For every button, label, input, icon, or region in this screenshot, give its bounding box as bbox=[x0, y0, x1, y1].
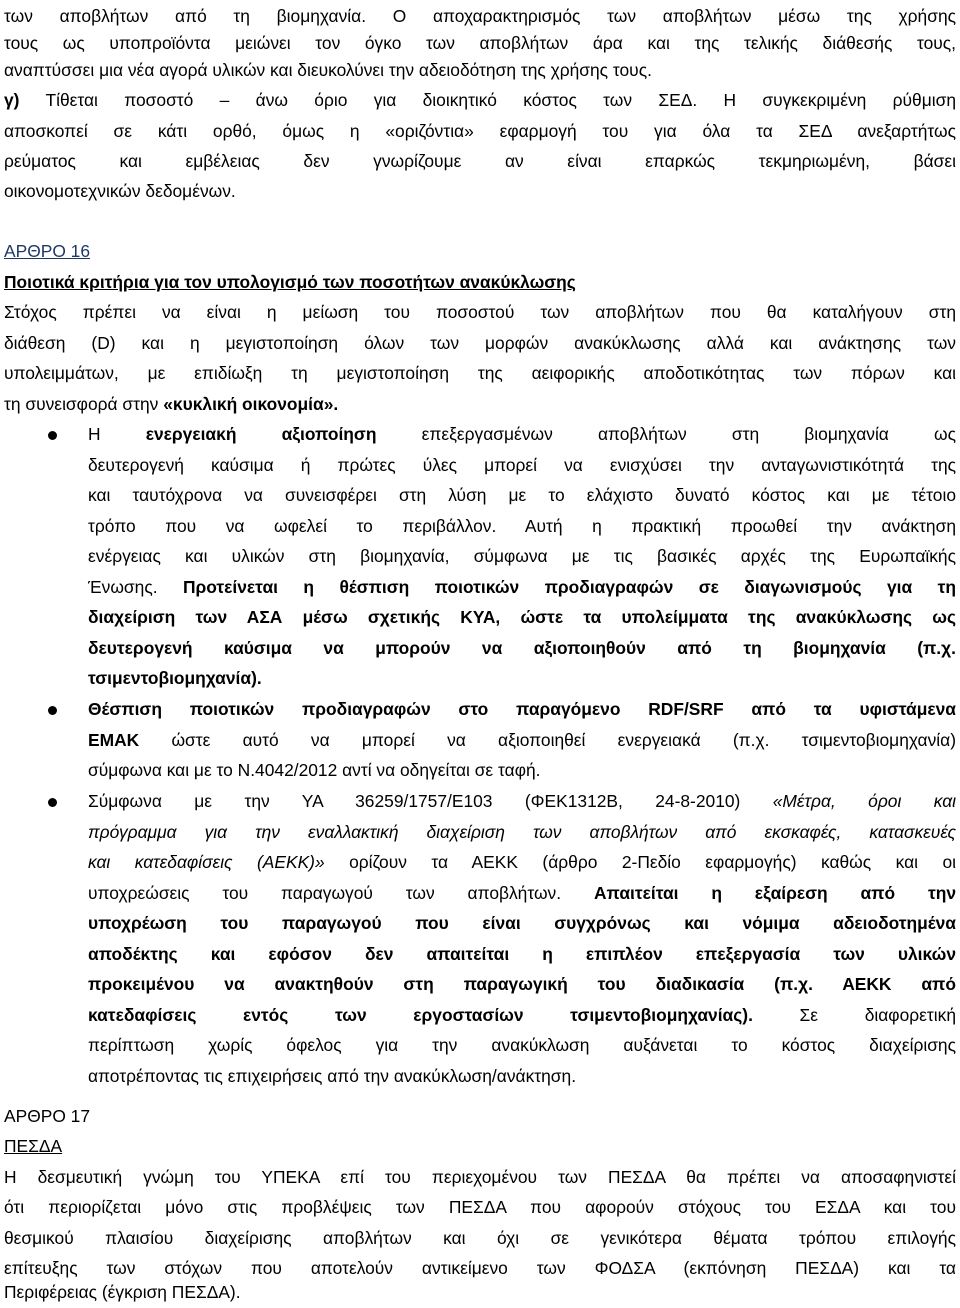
item-label: γ) bbox=[4, 90, 20, 110]
bullet-line: διαχείριση των ΑΣΑ μέσω σχετικής ΚΥΑ, ώστε τα υπολείμματα της ανακύκλωσης ως bbox=[88, 607, 956, 627]
text-line: αναπτύσσει μια νέα αγορά υλικών και διευκολύνει την αδειοδότηση της χρήσης τους. bbox=[4, 60, 652, 80]
text-span-italic: «Μέτρα, όροι και bbox=[772, 791, 956, 811]
bullet-icon bbox=[48, 431, 57, 440]
article-16-heading: ΑΡΘΡΟ 16 bbox=[4, 241, 91, 261]
text-line bbox=[4, 388, 956, 420]
bullet-line bbox=[88, 846, 956, 878]
text-line: θεσμικού πλαισίου διαχείρισης αποβλήτων και όχι σε γενικότερα θέματα τρόπου επιλογής bbox=[4, 1228, 956, 1248]
text-line: οικονομοτεχνικών δεδομένων. bbox=[4, 181, 236, 201]
bullet-line: ενέργειας και υλικών στη βιομηχανία, σύμφωνα με τις βασικές αρχές της Ευρωπαϊκής bbox=[88, 546, 956, 566]
text-span: επεξεργασμένων αποβλήτων στη βιομηχανία ως bbox=[376, 424, 956, 444]
text-line: αποσκοπεί σε κάτι ορθό, όμως η «οριζόντια» εφαρμογή του για όλα τα ΣΕΔ ανεξαρτήτως bbox=[4, 121, 956, 141]
text-span-bold: ενεργειακή αξιοποίηση bbox=[145, 424, 377, 444]
text-span: υποχρεώσεις του παραγωγού των αποβλήτων. bbox=[88, 883, 594, 903]
article-17-title: ΠΕΣΔΑ bbox=[4, 1136, 63, 1156]
text-span: Η bbox=[88, 424, 146, 444]
text-span-bold: κατεδαφίσεις εντός των εργοστασίων τσιμεντοβιομηχανίας). bbox=[88, 1005, 753, 1025]
text-line: επίτευξης των στόχων που αποτελούν αντικείμενο των ΦΟΔΣΑ (εκπόνηση ΠΕΣΔΑ) και τα bbox=[4, 1258, 956, 1278]
bullet-line bbox=[88, 877, 956, 909]
bullet-line: σύμφωνα και με το Ν.4042/2012 αντί να οδηγείται σε ταφή. bbox=[88, 760, 541, 780]
text-span: τη συνεισφορά στην bbox=[4, 394, 164, 414]
article-17-heading: ΑΡΘΡΟ 17 bbox=[4, 1106, 91, 1126]
text-span-bold: Προτείνεται η θέσπιση ποιοτικών προδιαγραφών σε διαγωνισμούς για τη bbox=[182, 577, 956, 597]
text-span: Τίθεται ποσοστό – άνω όριο για διοικητικό κόστος των ΣΕΔ. Η συγκεκριμένη ρύθμιση bbox=[19, 90, 956, 110]
text-span: Σε διαφορετική bbox=[752, 1005, 956, 1025]
bullet-line bbox=[88, 571, 956, 603]
bullet-line bbox=[88, 724, 956, 756]
bullet-line: περίπτωση χωρίς όφελος για την ανακύκλωση αυξάνεται το κόστος διαχείρισης bbox=[88, 1035, 956, 1055]
text-span: ορίζουν τα ΑΕΚΚ (άρθρο 2-Πεδίο εφαρμογής) καθώς και οι bbox=[324, 852, 957, 872]
text-line: Η δεσμευτική γνώμη του ΥΠΕΚΑ επί του περιεχομένου των ΠΕΣΔΑ θα πρέπει να αποσαφηνιστεί bbox=[4, 1167, 956, 1187]
bullet-line: και ταυτόχρονα να συνεισφέρει στη λύση με το ελάχιστο δυνατό κόστος και με τέτοιο bbox=[88, 485, 956, 505]
text-span-bold: «κυκλική οικονομία». bbox=[163, 394, 339, 414]
bullet-line: δευτερογενή καύσιμα ή πρώτες ύλες μπορεί να ενισχύσει την ανταγωνιστικότητά της bbox=[88, 455, 956, 475]
bullet-icon bbox=[48, 798, 57, 807]
bullet-line: Θέσπιση ποιοτικών προδιαγραφών στο παραγόμενο RDF/SRF από τα υφιστάμενα bbox=[88, 699, 956, 719]
bullet-line: τρόπο που να ωφελεί το περιβάλλον. Αυτή η πρακτική προωθεί την ανάκτηση bbox=[88, 516, 956, 536]
bullet-line: πρόγραμμα για την εναλλακτική διαχείριση των αποβλήτων από εκσκαφές, κατασκευές bbox=[88, 822, 956, 842]
text-line: τους ως υποπροϊόντα μειώνει τον όγκο των αποβλήτων άρα και της τελικής διάθεσής τους, bbox=[4, 33, 956, 53]
text-line: των αποβλήτων από τη βιομηχανία. Ο αποχαρακτηρισμός των αποβλήτων μέσω της χρήσης bbox=[4, 6, 956, 26]
text-line: ότι περιορίζεται μόνο στις προβλέψεις των ΠΕΣΔΑ που αφορούν στόχους του ΕΣΔΑ και του bbox=[4, 1197, 956, 1217]
bullet-line bbox=[88, 999, 956, 1031]
bullet-line: αποδέκτης και εφόσον δεν απαιτείται η επιπλέον επεξεργασία των υλικών bbox=[88, 944, 956, 964]
bullet-line: αποτρέποντας τις επιχειρήσεις από την ανακύκλωση/ανάκτηση. bbox=[88, 1066, 577, 1086]
text-line: Στόχος πρέπει να είναι η μείωση του ποσοστού των αποβλήτων που θα καταλήγουν στη bbox=[4, 302, 956, 322]
text-span: Σύμφωνα με την ΥΑ 36259/1757/Ε103 (ΦΕΚ1312Β, 24-8-2010) bbox=[88, 791, 773, 811]
text-span: ώστε αυτό να μπορεί να αξιοποιηθεί ενεργειακά (π.χ. τσιμεντοβιομηχανία) bbox=[139, 730, 956, 750]
text-span: Ένωσης. bbox=[88, 577, 183, 597]
text-line: ρεύματος και εμβέλειας δεν γνωρίζουμε αν είναι επαρκώς τεκμηριωμένη, βάσει bbox=[4, 151, 956, 171]
text-line bbox=[4, 84, 956, 116]
article-16-title: Ποιοτικά κριτήρια για τον υπολογισμό των ποσοτήτων ανακύκλωσης bbox=[4, 272, 576, 292]
text-line: διάθεση (D) και η μεγιστοποίηση όλων των μορφών ανακύκλωσης αλλά και ανάκτησης των bbox=[4, 333, 956, 353]
bullet-line: τσιμεντοβιομηχανία). bbox=[88, 668, 262, 688]
bullet-icon bbox=[48, 706, 57, 715]
text-span-bold: ΕΜΑΚ bbox=[88, 730, 140, 750]
text-span-italic: και κατεδαφίσεις (ΑΕΚΚ)» bbox=[88, 852, 325, 872]
bullet-line: δευτερογενή καύσιμα να μπορούν να αξιοποιηθούν από τη βιομηχανία (π.χ. bbox=[88, 638, 956, 658]
text-line: Περιφέρειας (έγκριση ΠΕΣΔΑ). bbox=[4, 1282, 241, 1302]
bullet-line: προκειμένου να ανακτηθούν στη παραγωγική του διαδικασία (π.χ. ΑΕΚΚ από bbox=[88, 974, 956, 994]
text-span-bold: Απαιτείται η εξαίρεση από την bbox=[593, 883, 956, 903]
bullet-line bbox=[88, 418, 956, 450]
bullet-line bbox=[88, 785, 956, 817]
bullet-line: υποχρέωση του παραγωγού που είναι συγχρόνως και νόμιμα αδειοδοτημένα bbox=[88, 913, 956, 933]
text-line: υπολειμμάτων, με επιδίωξη τη μεγιστοποίηση της αειφορικής αποδοτικότητας των πόρων και bbox=[4, 363, 956, 383]
